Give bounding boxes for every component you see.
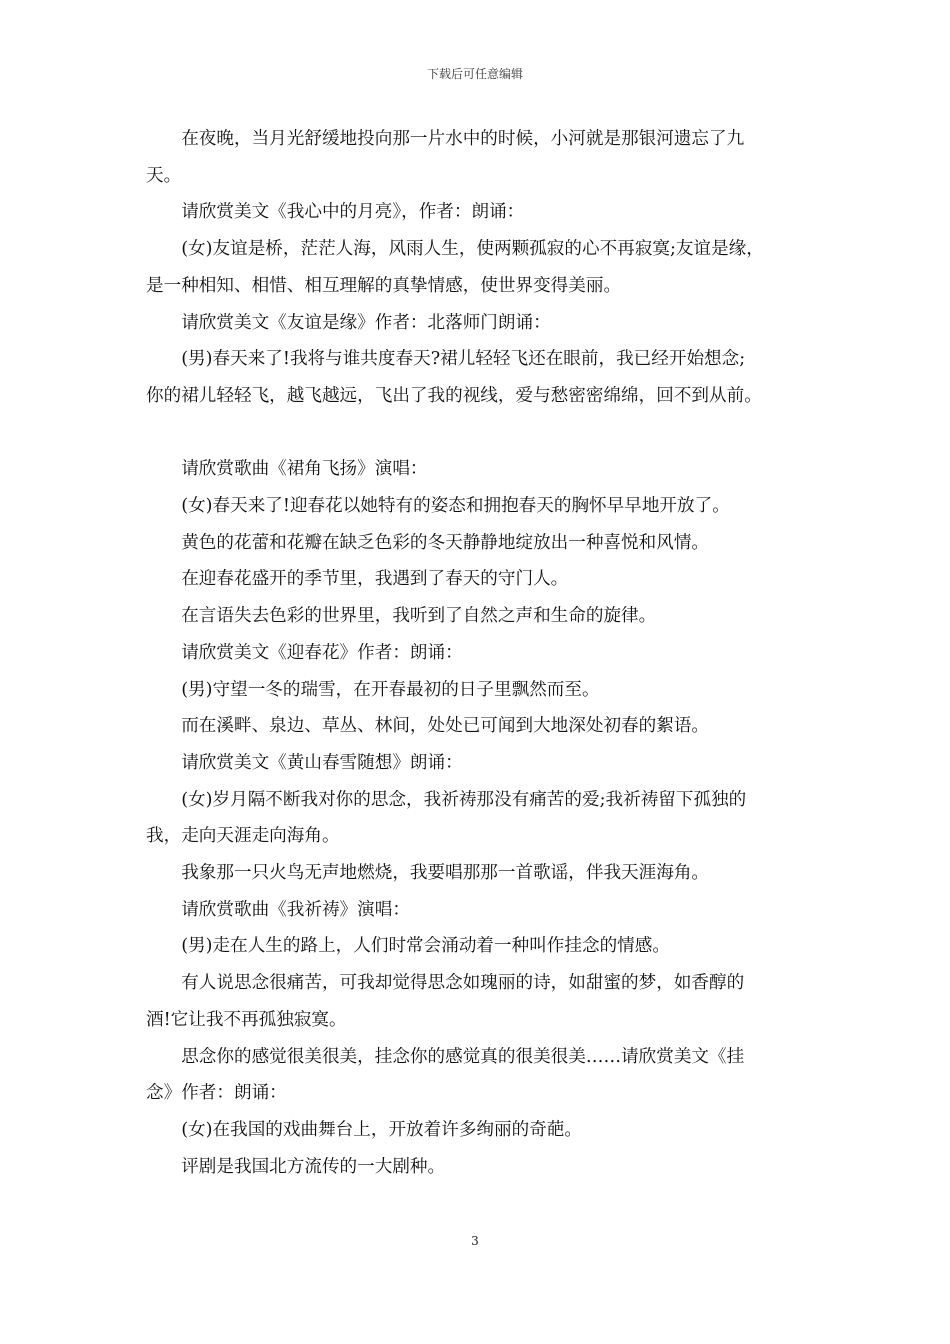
paragraph: 在言语失去色彩的世界里，我听到了自然之声和生命的旋律。 [181, 606, 657, 627]
paragraph: 请欣赏美文《友谊是缘》作者：北落师门朗诵： [181, 312, 551, 333]
paragraph-line: 念》作者：朗诵： [146, 1083, 287, 1104]
paragraph: 请欣赏美文《我心中的月亮》，作者：朗诵： [181, 202, 525, 223]
paragraph: 请欣赏美文《黄山春雪随想》朗诵： [181, 752, 463, 773]
paragraph-line: (女)友谊是桥，茫茫人海，风雨人生，使两颗孤寂的心不再寂寞;友谊是缘， [181, 239, 764, 260]
paragraph-line: (女)岁月隔不断我对你的思念，我祈祷那没有痛苦的爱;我祈祷留下孤独的 [181, 789, 747, 810]
paragraph: 评剧是我国北方流传的一大剧种。 [181, 1156, 446, 1177]
blank-line [146, 415, 822, 452]
paragraph: (女)春天来了!迎春花以她特有的姿态和拥抱春天的胸怀早早地开放了。 [181, 496, 730, 517]
paragraph-line: 是一种相知、相惜、相互理解的真挚情感，使世界变得美丽。 [146, 275, 622, 296]
paragraph [146, 231, 822, 304]
paragraph: 而在溪畔、泉边、草丛、林间，处处已可闻到大地深处初春的絮语。 [181, 716, 710, 737]
document-body [146, 121, 822, 1185]
paragraph: 请欣赏美文《迎春花》作者：朗诵： [181, 642, 463, 663]
paragraph: (女)在我国的戏曲舞台上，开放着许多绚丽的奇葩。 [181, 1119, 582, 1140]
paragraph-line: (男)春天来了!我将与谁共度春天?裙儿轻轻飞还在眼前，我已经开始想念; [181, 349, 746, 370]
paragraph: (男)守望一冬的瑞雪，在开春最初的日子里飘然而至。 [181, 679, 600, 700]
paragraph: 在迎春花盛开的季节里，我遇到了春天的守门人。 [181, 569, 569, 590]
paragraph [146, 341, 822, 414]
paragraph-line: 我，走向天涯走向海角。 [146, 826, 340, 847]
paragraph [146, 1039, 822, 1112]
paragraph [146, 121, 822, 194]
paragraph: 请欣赏歌曲《裙角飞扬》演唱： [181, 459, 428, 480]
page-number: 3 [471, 1234, 479, 1248]
paragraph-line: 在夜晚，当月光舒缓地投向那一片水中的时候，小河就是那银河遗忘了九 [181, 129, 745, 149]
paragraph: 我象那一只火鸟无声地燃烧，我要唱那那一首歌谣，伴我天涯海角。 [181, 863, 710, 884]
paragraph [146, 965, 822, 1038]
paragraph-line: 酒!它让我不再孤独寂寞。 [146, 1009, 347, 1030]
paragraph-line: 你的裙儿轻轻飞，越飞越远，飞出了我的视线，爱与愁密密绵绵，回不到从前。 [146, 385, 762, 406]
paragraph-line: 有人说思念很痛苦，可我却觉得思念如瑰丽的诗，如甜蜜的梦，如香醇的 [181, 973, 745, 994]
paragraph: 请欣赏歌曲《我祈祷》演唱： [181, 899, 410, 920]
paragraph: 黄色的花蕾和花瓣在缺乏色彩的冬天静静地绽放出一种喜悦和风情。 [181, 532, 710, 553]
paragraph-line: 思念你的感觉很美很美，挂念你的感觉真的很美很美……请欣赏美文《挂 [181, 1046, 745, 1067]
paragraph [146, 782, 822, 855]
paragraph-line: 天。 [146, 165, 182, 186]
paragraph: (男)走在人生的路上，人们时常会涌动着一种叫作挂念的情感。 [181, 936, 670, 957]
page-header: 下载后可任意编辑 [426, 67, 523, 81]
